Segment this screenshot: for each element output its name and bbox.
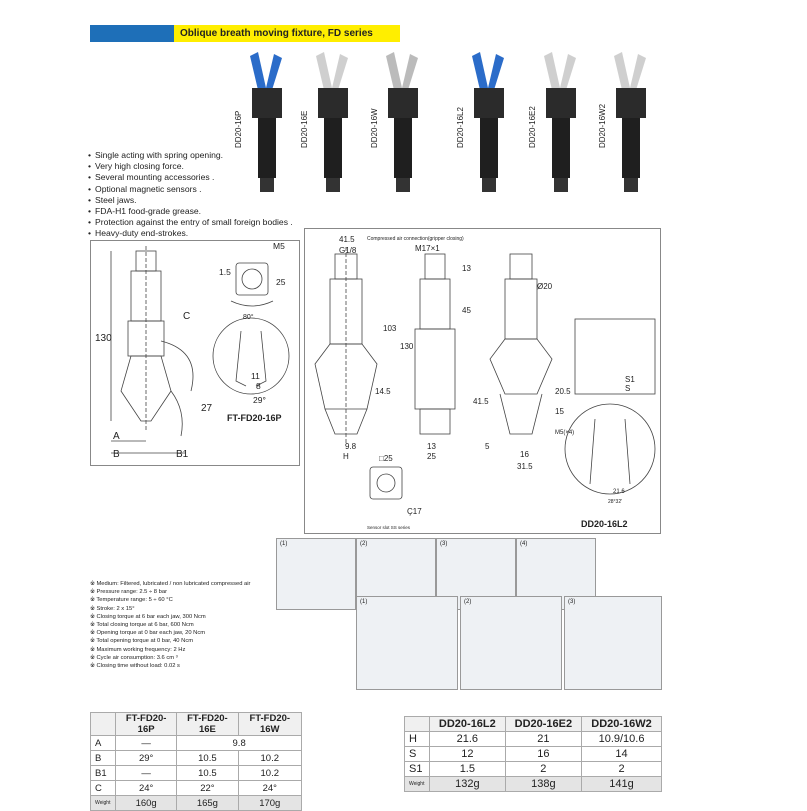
table-row xyxy=(405,777,662,792)
table-header xyxy=(91,713,116,736)
dim-label: 41.5 xyxy=(339,235,355,244)
dim-label: 27 xyxy=(201,403,213,414)
dim-label: 130 xyxy=(95,333,112,344)
dim-label: 15 xyxy=(555,407,564,416)
gripper-icon xyxy=(600,48,660,198)
table-row xyxy=(91,766,302,781)
gripper-icon xyxy=(530,48,590,198)
drawing-caption: FT-FD20-16P xyxy=(227,413,282,423)
photo-label: (3) xyxy=(440,541,448,547)
dim-label: G1/8 xyxy=(339,246,357,255)
dim-label: 25 xyxy=(427,452,436,461)
dim-label: A xyxy=(113,431,120,442)
gripper-icon xyxy=(372,48,432,198)
photo-label: (4) xyxy=(520,541,528,547)
table-cell: 170g xyxy=(238,796,301,811)
product-label: DD20-16W2 xyxy=(598,103,607,148)
drawing-ft-fd20-16p xyxy=(90,240,300,466)
dim-label: 5 xyxy=(485,442,490,451)
table-cell: 21.6 xyxy=(430,732,506,747)
dim-label: 29° xyxy=(253,395,266,405)
gripper-icon xyxy=(302,48,362,198)
dim-label: B1 xyxy=(176,449,189,460)
section-header xyxy=(90,25,400,42)
table-dd20 xyxy=(404,716,662,792)
product-image xyxy=(302,48,362,198)
table-cell: — xyxy=(116,736,177,751)
product-image xyxy=(600,48,660,198)
table-cell: 14 xyxy=(582,747,662,762)
dim-label: S1 xyxy=(625,375,635,384)
table-row xyxy=(91,751,302,766)
spec-item: ※ Temperature range: 5 ÷ 60 °C xyxy=(90,596,250,604)
dim-label: 103 xyxy=(383,324,397,333)
table-ft-fd20 xyxy=(90,712,302,811)
table-header: FT-FD20-16P xyxy=(116,713,177,736)
feature-item: • Single acting with spring opening. xyxy=(88,150,293,161)
spec-item: ※ Stroke: 2 x 15° xyxy=(90,605,250,613)
dim-label: Ø20 xyxy=(537,282,553,291)
table-cell: 10.9/10.6 xyxy=(582,732,662,747)
spec-item: ※ Closing time without load: 0.02 s xyxy=(90,662,250,670)
dim-label: B xyxy=(113,449,120,460)
dim-label: 11 xyxy=(251,371,260,381)
photo-label: (1) xyxy=(280,541,288,547)
row-label: Weight xyxy=(405,777,430,792)
table-cell: 10.2 xyxy=(238,766,301,781)
dim-label: 8 xyxy=(256,381,261,391)
header-accent xyxy=(90,25,174,42)
product-label: DD20-16W xyxy=(370,108,379,148)
dim-label: 13 xyxy=(427,442,436,451)
dim-label: 9.8 xyxy=(345,442,357,451)
product-image xyxy=(458,48,518,198)
product-label: DD20-16P xyxy=(234,110,243,148)
table-header: FT-FD20-16W xyxy=(238,713,301,736)
row-label: B xyxy=(91,751,116,766)
drawing-caption: DD20-16L2 xyxy=(581,519,628,529)
dim-label: 14.5 xyxy=(375,387,391,396)
row-label: S1 xyxy=(405,762,430,777)
spec-item: ※ Medium: Filtered, lubricated / non lubricated compressed air xyxy=(90,580,250,588)
dim-label: 25 xyxy=(276,277,286,287)
photo-assembly-2 xyxy=(460,596,562,690)
table-header xyxy=(405,717,430,732)
dim-label: 1.5 xyxy=(219,267,231,277)
table-row xyxy=(405,762,662,777)
table-cell: 10.5 xyxy=(177,751,238,766)
table-header: DD20-16W2 xyxy=(582,717,662,732)
table-cell: — xyxy=(116,766,177,781)
dim-label: 31.5 xyxy=(517,462,533,471)
photo-label: (2) xyxy=(360,541,368,547)
dim-label: 16 xyxy=(520,450,529,459)
dim-label: S xyxy=(625,384,631,393)
dim-label: C xyxy=(183,311,191,322)
table-cell: 12 xyxy=(430,747,506,762)
dim-label: 80° xyxy=(243,314,254,321)
table-cell: 165g xyxy=(177,796,238,811)
dim-label: Compressed air connection(gripper closing) xyxy=(367,236,464,242)
table-header: DD20-16E2 xyxy=(505,717,581,732)
drawing-dd20-16l2 xyxy=(304,228,661,534)
spec-item: ※ Maximum working frequency: 2 Hz xyxy=(90,646,250,654)
feature-item: • Optional magnetic sensors . xyxy=(88,184,293,195)
spec-item: ※ Total opening torque at 0 bar, 40 Ncm xyxy=(90,637,250,645)
table-row xyxy=(405,732,662,747)
photo-assembly-3 xyxy=(564,596,662,690)
dim-label: M17×1 xyxy=(415,244,440,253)
row-label: S xyxy=(405,747,430,762)
dim-label: Ç17 xyxy=(407,507,422,516)
header-title: Oblique breath moving fixture, FD series xyxy=(174,25,400,42)
gripper-icon xyxy=(458,48,518,198)
table-row xyxy=(91,781,302,796)
table-row xyxy=(405,747,662,762)
table-cell: 29° xyxy=(116,751,177,766)
feature-list xyxy=(88,150,293,240)
dim-label: 130 xyxy=(400,342,414,351)
table-cell: 1.5 xyxy=(430,762,506,777)
product-label: DD20-16E xyxy=(300,110,309,148)
dim-label: □25 xyxy=(379,454,393,463)
dim-label: Sensor slot SS series xyxy=(367,525,411,530)
feature-item: • Several mounting accessories . xyxy=(88,172,293,183)
table-header: FT-FD20-16E xyxy=(177,713,238,736)
table-header-row xyxy=(405,717,662,732)
spec-item: ※ Total closing torque at 6 bar, 600 Ncm xyxy=(90,621,250,629)
photo-mounting xyxy=(276,538,356,610)
dim-label: 41.5 xyxy=(473,397,489,406)
feature-item: • Very high closing force. xyxy=(88,161,293,172)
table-cell: 2 xyxy=(582,762,662,777)
photo-label: (1) xyxy=(360,599,368,605)
table-cell: 2 xyxy=(505,762,581,777)
dim-label: M5(×4) xyxy=(555,430,575,436)
table-cell: 22° xyxy=(177,781,238,796)
row-label: Weight xyxy=(91,796,116,811)
table-row xyxy=(91,796,302,811)
row-label: H xyxy=(405,732,430,747)
table-cell: 24° xyxy=(238,781,301,796)
photo-label: (3) xyxy=(568,599,576,605)
table-cell: 16 xyxy=(505,747,581,762)
photo-label: (2) xyxy=(464,599,472,605)
row-label: C xyxy=(91,781,116,796)
spec-list xyxy=(90,580,250,670)
dim-label: 13 xyxy=(462,264,471,273)
table-cell: 10.2 xyxy=(238,751,301,766)
feature-item: • Heavy-duty end-strokes. xyxy=(88,228,293,239)
product-image xyxy=(530,48,590,198)
dim-label: 45 xyxy=(462,306,471,315)
table-cell: 9.8 xyxy=(177,736,302,751)
product-label: DD20-16E2 xyxy=(528,106,537,148)
row-label: A xyxy=(91,736,116,751)
table-cell: 24° xyxy=(116,781,177,796)
spec-item: ※ Opening torque at 0 bar each jaw, 20 Ncm xyxy=(90,629,250,637)
table-cell: 132g xyxy=(430,777,506,792)
table-cell: 21 xyxy=(505,732,581,747)
dim-label: 28°32' xyxy=(608,499,623,505)
feature-item: • Steel jaws. xyxy=(88,195,293,206)
spec-item: ※ Cycle air consumption: 3.6 cm ³ xyxy=(90,654,250,662)
feature-item: • FDA-H1 food-grade grease. xyxy=(88,206,293,217)
table-header-row xyxy=(91,713,302,736)
drawing-left-svg xyxy=(91,241,299,465)
dim-label: 21.6 xyxy=(613,489,625,495)
product-image xyxy=(372,48,432,198)
dim-label: M5 xyxy=(273,241,285,251)
dim-label: H xyxy=(343,452,349,461)
dim-label: 20.5 xyxy=(555,387,571,396)
product-label: DD20-16L2 xyxy=(456,107,465,148)
spec-item: ※ Closing torque at 6 bar each jaw, 300 Ncm xyxy=(90,613,250,621)
table-row xyxy=(91,736,302,751)
drawing-right-svg xyxy=(305,229,660,533)
spec-item: ※ Pressure range: 2.5 ÷ 8 bar xyxy=(90,588,250,596)
feature-item: • Protection against the entry of small foreign bodies . xyxy=(88,217,293,228)
table-cell: 160g xyxy=(116,796,177,811)
table-cell: 10.5 xyxy=(177,766,238,781)
table-header: DD20-16L2 xyxy=(430,717,506,732)
row-label: B1 xyxy=(91,766,116,781)
photo-assembly-1 xyxy=(356,596,458,690)
table-cell: 138g xyxy=(505,777,581,792)
table-cell: 141g xyxy=(582,777,662,792)
